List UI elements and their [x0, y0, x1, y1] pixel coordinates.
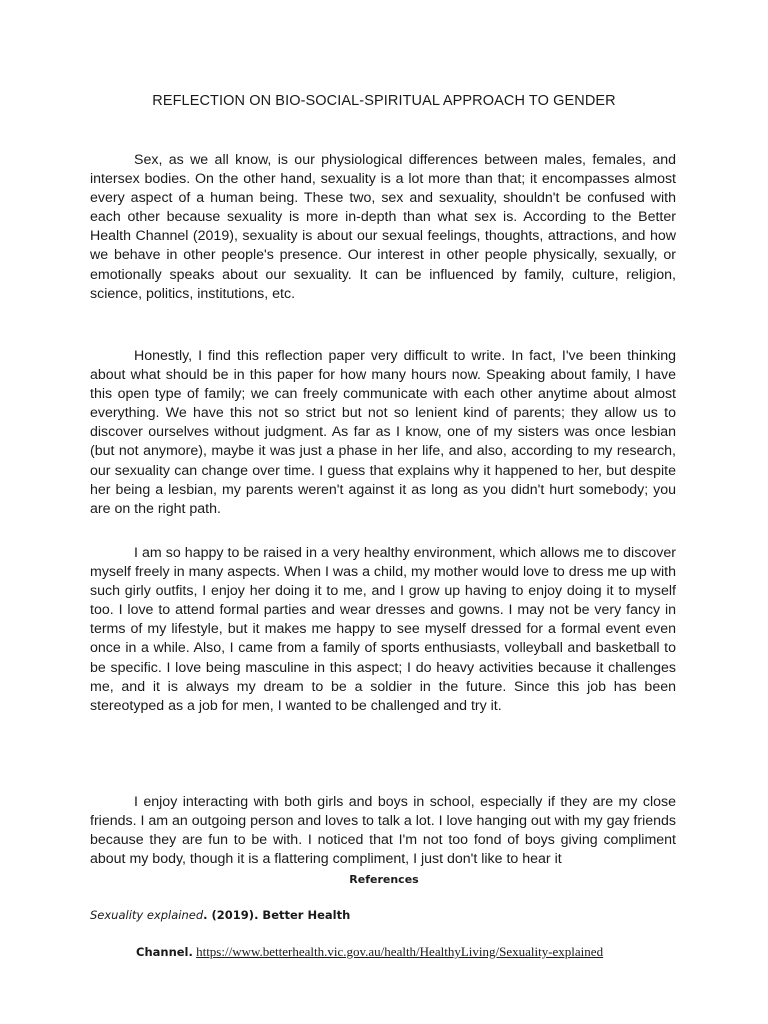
- reference-source: . (2019). Better Health: [203, 908, 351, 922]
- paragraph-2: [90, 347, 676, 519]
- document-title: REFLECTION ON BIO-SOCIAL-SPIRITUAL APPROACH TO GENDER: [152, 93, 616, 109]
- reference-title: Sexuality explained: [90, 908, 204, 922]
- paragraph-text: Sex, as we all know, is our physiological differences between males, females, and intersex bodies. On the other hand, sexuality is a lot more than that; it encompasses almost every aspect of a human being. These two, sex and sexuality, shouldn't be confused with each other because sexuality is more in-depth than what sex is. According to the Better Health Channel (2019), sexuality is about our sexual feelings, thoughts, attractions, and how we behave in other people's presence. Our interest in other people physically, sexually, or emotionally speaks about our sexuality. It can be influenced by family, culture, religion, science, politics, institutions, etc.: [90, 152, 676, 302]
- paragraph-text: Honestly, I find this reflection paper very difficult to write. In fact, I've been thinking about what should be in this paper for how many hours now. Speaking about family, I have this open type of family; we can freely communicate with each other anytime about almost everything. We have this not so strict but not so lenient kind of parents; they allow us to discover ourselves without judgment. As far as I know, one of my sisters was once lesbian (but not anymore), maybe it was just a phase in her life, and also, according to my research, our sexuality can change over time. I guess that explains why it happened to her, but despite her being a lesbian, my parents weren't against it as long as you didn't hurt somebody; you are on the right path.: [90, 348, 676, 517]
- paragraph-1: [90, 151, 676, 304]
- references-heading: References: [349, 873, 419, 886]
- paragraph-4: [90, 793, 676, 867]
- reference-entry: [90, 908, 350, 922]
- reference-link[interactable]: https://www.betterhealth.vic.gov.au/health/HealthyLiving/Sexuality-explained: [196, 944, 604, 959]
- paragraph-text: I am so happy to be raised in a very healthy environment, which allows me to discover myself freely in many aspects. When I was a child, my mother would love to dress me up with such girly outfits, I enjoy her doing it to me, and I grow up having to enjoy doing it to myself too. I love to attend formal parties and wear dresses and gowns. I may not be very fancy in terms of my lifestyle, but it makes me happy to see myself dressed for a formal event even once in a while. Also, I came from a family of sports enthusiasts, volleyball and basketball to be specific. I love being masculine in this aspect; I do heavy activities because it challenges me, and it is always my dream to be a soldier in the future. Since this job has been stereotyped as a job for men, I wanted to be challenged and try it.: [90, 545, 676, 714]
- paragraph-3: [90, 544, 676, 716]
- paragraph-text: I enjoy interacting with both girls and boys in school, especially if they are my close friends. I am an outgoing person and loves to talk a lot. I love hanging out with my gay friends because they are fun to be with. I noticed that I'm not too fond of boys giving compliment about my body, though it is a flattering compliment, I just don't like to hear it: [90, 794, 676, 867]
- reference-entry-continued: [136, 944, 603, 960]
- reference-channel: Channel.: [136, 945, 193, 959]
